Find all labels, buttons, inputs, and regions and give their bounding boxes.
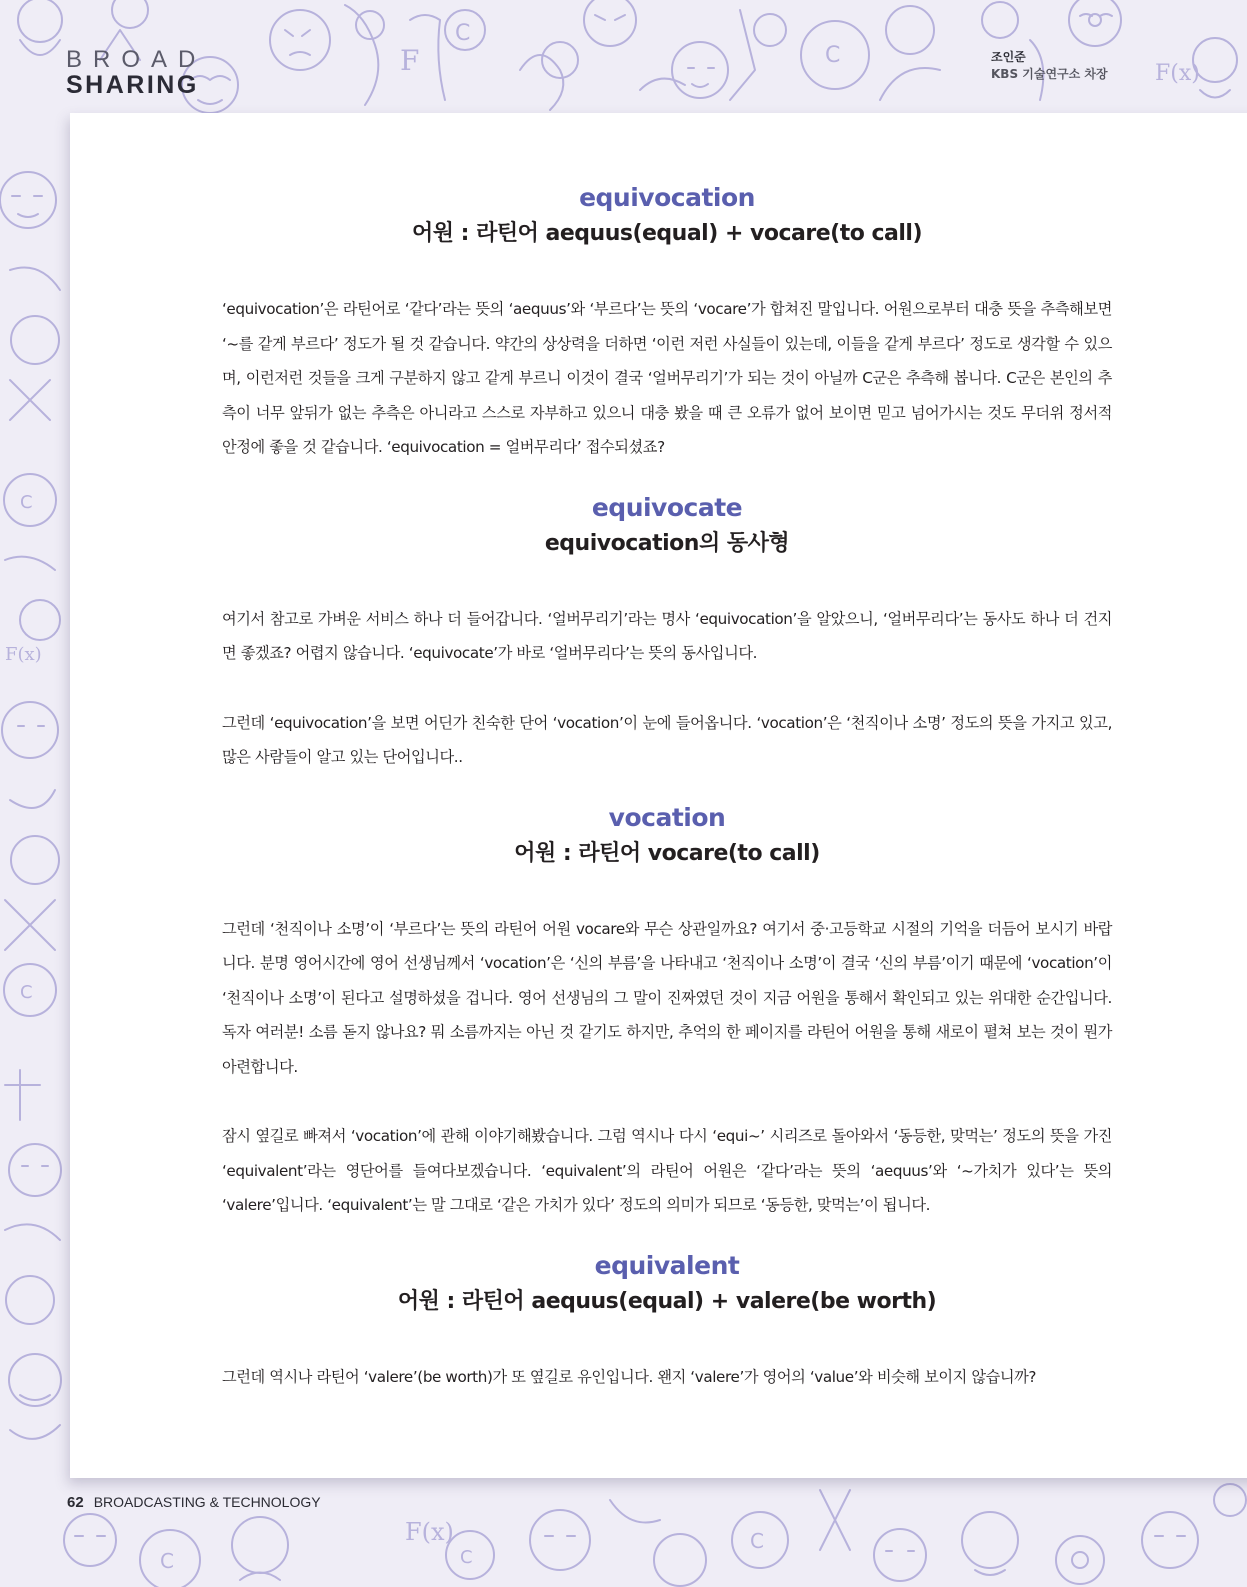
- svg-text:F(x): F(x): [405, 1518, 454, 1546]
- page-footer: [67, 1494, 321, 1511]
- section-heading-vocation: [222, 800, 1112, 872]
- svg-text:C: C: [20, 492, 33, 513]
- paragraph: ‘equivocation’은 라틴어로 ‘같다’라는 뜻의 ‘aequus’와 ‘부르다’는 뜻의 ‘vocare’가 합쳐진 말입니다. 어원으로부터 대충 뜻을 추측해보면 ‘~를 같게 부르다’ 정도가 될 것 같습니다. 약간의 상상력을 더하면 ‘이런 저런 사실들이 있는데, 이들을 같게 부르다’ 정도로 생각할 수 있으며, 이런저런 것들을 크게 구분하지 않고 같게 부르니 이것이 결국 ‘얼버무리기’가 되는 것이 아닐까 C군은 추측해 봅니다. C군은 본인의 추측이 너무 앞뒤가 없는 추측은 아니라고 스스로 자부하고 있으니 대충 봤을 때 큰 오류가 없어 보이면 믿고 넘어가시는 것도 무더위 정서적 안정에 좋을 것 같습니다. ‘equivocation = 얼버무리다’ 접수되셨죠?: [222, 300, 1112, 456]
- term-title: equivocation: [579, 183, 755, 212]
- paragraph: 그런데 ‘천직이나 소명’이 ‘부르다’는 뜻의 라틴어 어원 vocare와 무슨 상관일까요? 여기서 중·고등학교 시절의 기억을 더듬어 보시기 바랍니다. 분명 영어시간에 영어 선생님께서 ‘vocation’은 ‘신의 부름’을 나타내고 ‘천직이나 소명’이 결국 ‘신의 부름’이기 때문에 ‘vocation’이 ‘천직이나 소명’이 된다고 설명하셨을 겁니다. 영어 선생님의 그 말이 진짜였던 것이 지금 어원을 통해서 확인되고 있는 위대한 순간입니다. 독자 여러분! 소름 돋지 않나요? 뭐 소름까지는 아닌 것 같기도 하지만, 추억의 한 페이지를 라틴어 어원을 통해 새로이 펼쳐 보는 것이 뭔가 아련합니다.: [222, 919, 1112, 1076]
- brand-top-text: BROAD: [66, 46, 207, 73]
- svg-text:C: C: [750, 1529, 764, 1553]
- paragraph: 잠시 옆길로 빠져서 ‘vocation’에 관해 이야기해봤습니다. 그럼 역시나 다시 ‘equi~’ 시리즈로 돌아와서 ‘동등한, 맞먹는’ 정도의 뜻을 가진 ‘equivalent’라는 영단어를 들여다보겠습니다. ‘equivalent’의 라틴어 어원은 ‘같다’라는 뜻의 ‘aequus’와 ‘~가치가 있다’는 뜻의 ‘valere’입니다. ‘equivalent’는 말 그대로 ‘같은 가치가 있다’ 정도의 의미가 되므로 ‘동등한, 맞먹는’이 됩니다.: [222, 1127, 1112, 1214]
- section-heading-equivocation: [222, 180, 1112, 252]
- section-heading-equivocate: [222, 490, 1112, 562]
- magazine-section-logo: [66, 48, 206, 98]
- publication-name: BROADCASTING & TECHNOLOGY: [93, 1494, 321, 1510]
- author-name: 조인준: [991, 50, 1026, 64]
- article-content: [222, 180, 1112, 1394]
- author-title: KBS 기술연구소 차장: [991, 67, 1108, 81]
- etymology-line: equivocation의 동사형: [544, 530, 790, 556]
- svg-text:F: F: [400, 44, 420, 77]
- svg-text:F(x): F(x): [5, 644, 42, 665]
- svg-text:C: C: [160, 1549, 174, 1573]
- page-number: 62: [67, 1494, 84, 1511]
- term-title: equivocate: [591, 492, 743, 522]
- term-title: vocation: [608, 802, 726, 832]
- svg-text:C: C: [20, 982, 33, 1003]
- paragraph: 그런데 ‘equivocation’을 보면 어딘가 친숙한 단어 ‘vocation’이 눈에 들어옵니다. ‘vocation’은 ‘천직이나 소명’ 정도의 뜻을 가지고 있고, 많은 사람들이 알고 있는 단어입니다..: [222, 713, 1112, 766]
- etymology-line: 어원 : 라틴어 vocare(to call): [514, 840, 820, 866]
- svg-text:F(x): F(x): [1155, 61, 1200, 86]
- svg-text:C: C: [825, 43, 841, 68]
- brand-bottom-text: SHARING: [66, 71, 199, 99]
- svg-text:C: C: [460, 1547, 473, 1568]
- section-heading-equivalent: [222, 1248, 1112, 1320]
- paragraph: 그런데 역시나 라틴어 ‘valere’(be worth)가 또 옆길로 유인입니다. 왠지 ‘valere’가 영어의 ‘value’와 비슷해 보이지 않습니까?: [222, 1367, 1037, 1386]
- etymology-line: 어원 : 라틴어 aequus(equal) + valere(be worth): [397, 1288, 937, 1314]
- svg-text:C: C: [455, 21, 471, 46]
- term-title: equivalent: [594, 1250, 740, 1280]
- author-info: [991, 49, 1108, 83]
- etymology-line: 어원 : 라틴어 aequus(equal) + vocare(to call): [411, 221, 923, 246]
- paragraph: 여기서 참고로 가벼운 서비스 하나 더 들어갑니다. ‘얼버무리기’라는 명사 ‘equivocation’을 알았으니, ‘얼버무리다’는 동사도 하나 더 건지면 좋겠죠? 어렵지 않습니다. ‘equivocate’가 바로 ‘얼버무리다’는 뜻의 동사입니다.: [222, 609, 1112, 662]
